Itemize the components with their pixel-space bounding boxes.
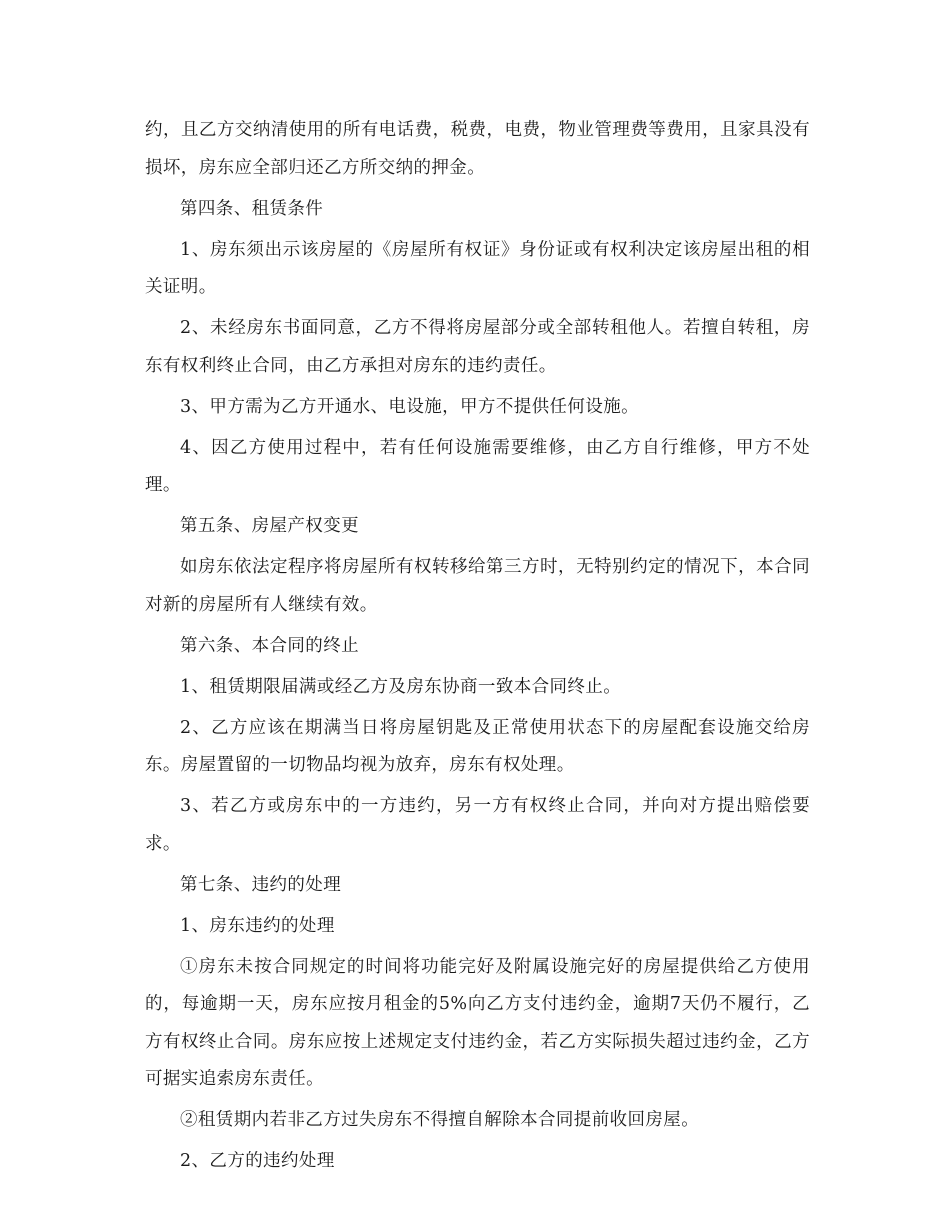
document-page [145, 112, 810, 1184]
clause-4-3: 3、甲方需为乙方开通水、电设施，甲方不提供任何设施。 [180, 396, 640, 417]
clause-5-body: 如房东依法定程序将房屋所有权转移给第三方时，无特别约定的情况下，本合同对新的房屋所有人继续有效。 [145, 557, 810, 615]
section-heading-article-6: 第六条、本合同的终止 [180, 635, 359, 656]
paragraph-continuation-deposit: 约，且乙方交纳清使用的所有电话费，税费，电费，物业管理费等费用，且家具没有损坏，房东应全部归还乙方所交纳的押金。 [145, 120, 810, 178]
section-heading-article-5: 第五条、房屋产权变更 [180, 516, 359, 536]
clause-6-1: 1、租赁期限届满或经乙方及房东协商一致本合同终止。 [180, 676, 622, 697]
clause-4-1: 1、房东须出示该房屋的《房屋所有权证》身份证或有权利决定该房屋出租的相关证明。 [145, 239, 810, 297]
clause-7-1-item-2: ②租赁期内若非乙方过失房东不得擅自解除本合同提前收回房屋。 [180, 1110, 700, 1130]
section-heading-article-7: 第七条、违约的处理 [180, 874, 342, 895]
clause-7-1-heading: 1、房东违约的处理 [180, 915, 335, 936]
clause-6-2: 2、乙方应该在期满当日将房屋钥匙及正常使用状态下的房屋配套设施交给房东。房屋置留的一切物品均视为放弃，房东有权处理。 [145, 717, 810, 775]
clause-6-3: 3、若乙方或房东中的一方违约，另一方有权终止合同，并向对方提出赔偿要求。 [145, 796, 810, 854]
section-heading-article-4: 第四条、租赁条件 [180, 198, 324, 219]
clause-7-2-heading: 2、乙方的违约处理 [180, 1151, 335, 1171]
clause-7-1-item-1: ①房东未按合同规定的时间将功能完好及附属设施完好的房屋提供给乙方使用的，每逾期一天，房东应按月租金的5%向乙方支付违约金，逾期7天仍不履行，乙方有权终止合同。房东应按上述规定支付违约金，若乙方实际损失超过违约金，乙方可据实追索房东责任。 [145, 956, 810, 1089]
clause-4-4: 4、因乙方使用过程中，若有任何设施需要维修，由乙方自行维修，甲方不处理。 [145, 437, 810, 495]
clause-4-2: 2、未经房东书面同意，乙方不得将房屋部分或全部转租他人。若擅自转租，房东有权利终止合同，由乙方承担对房东的违约责任。 [145, 318, 810, 376]
